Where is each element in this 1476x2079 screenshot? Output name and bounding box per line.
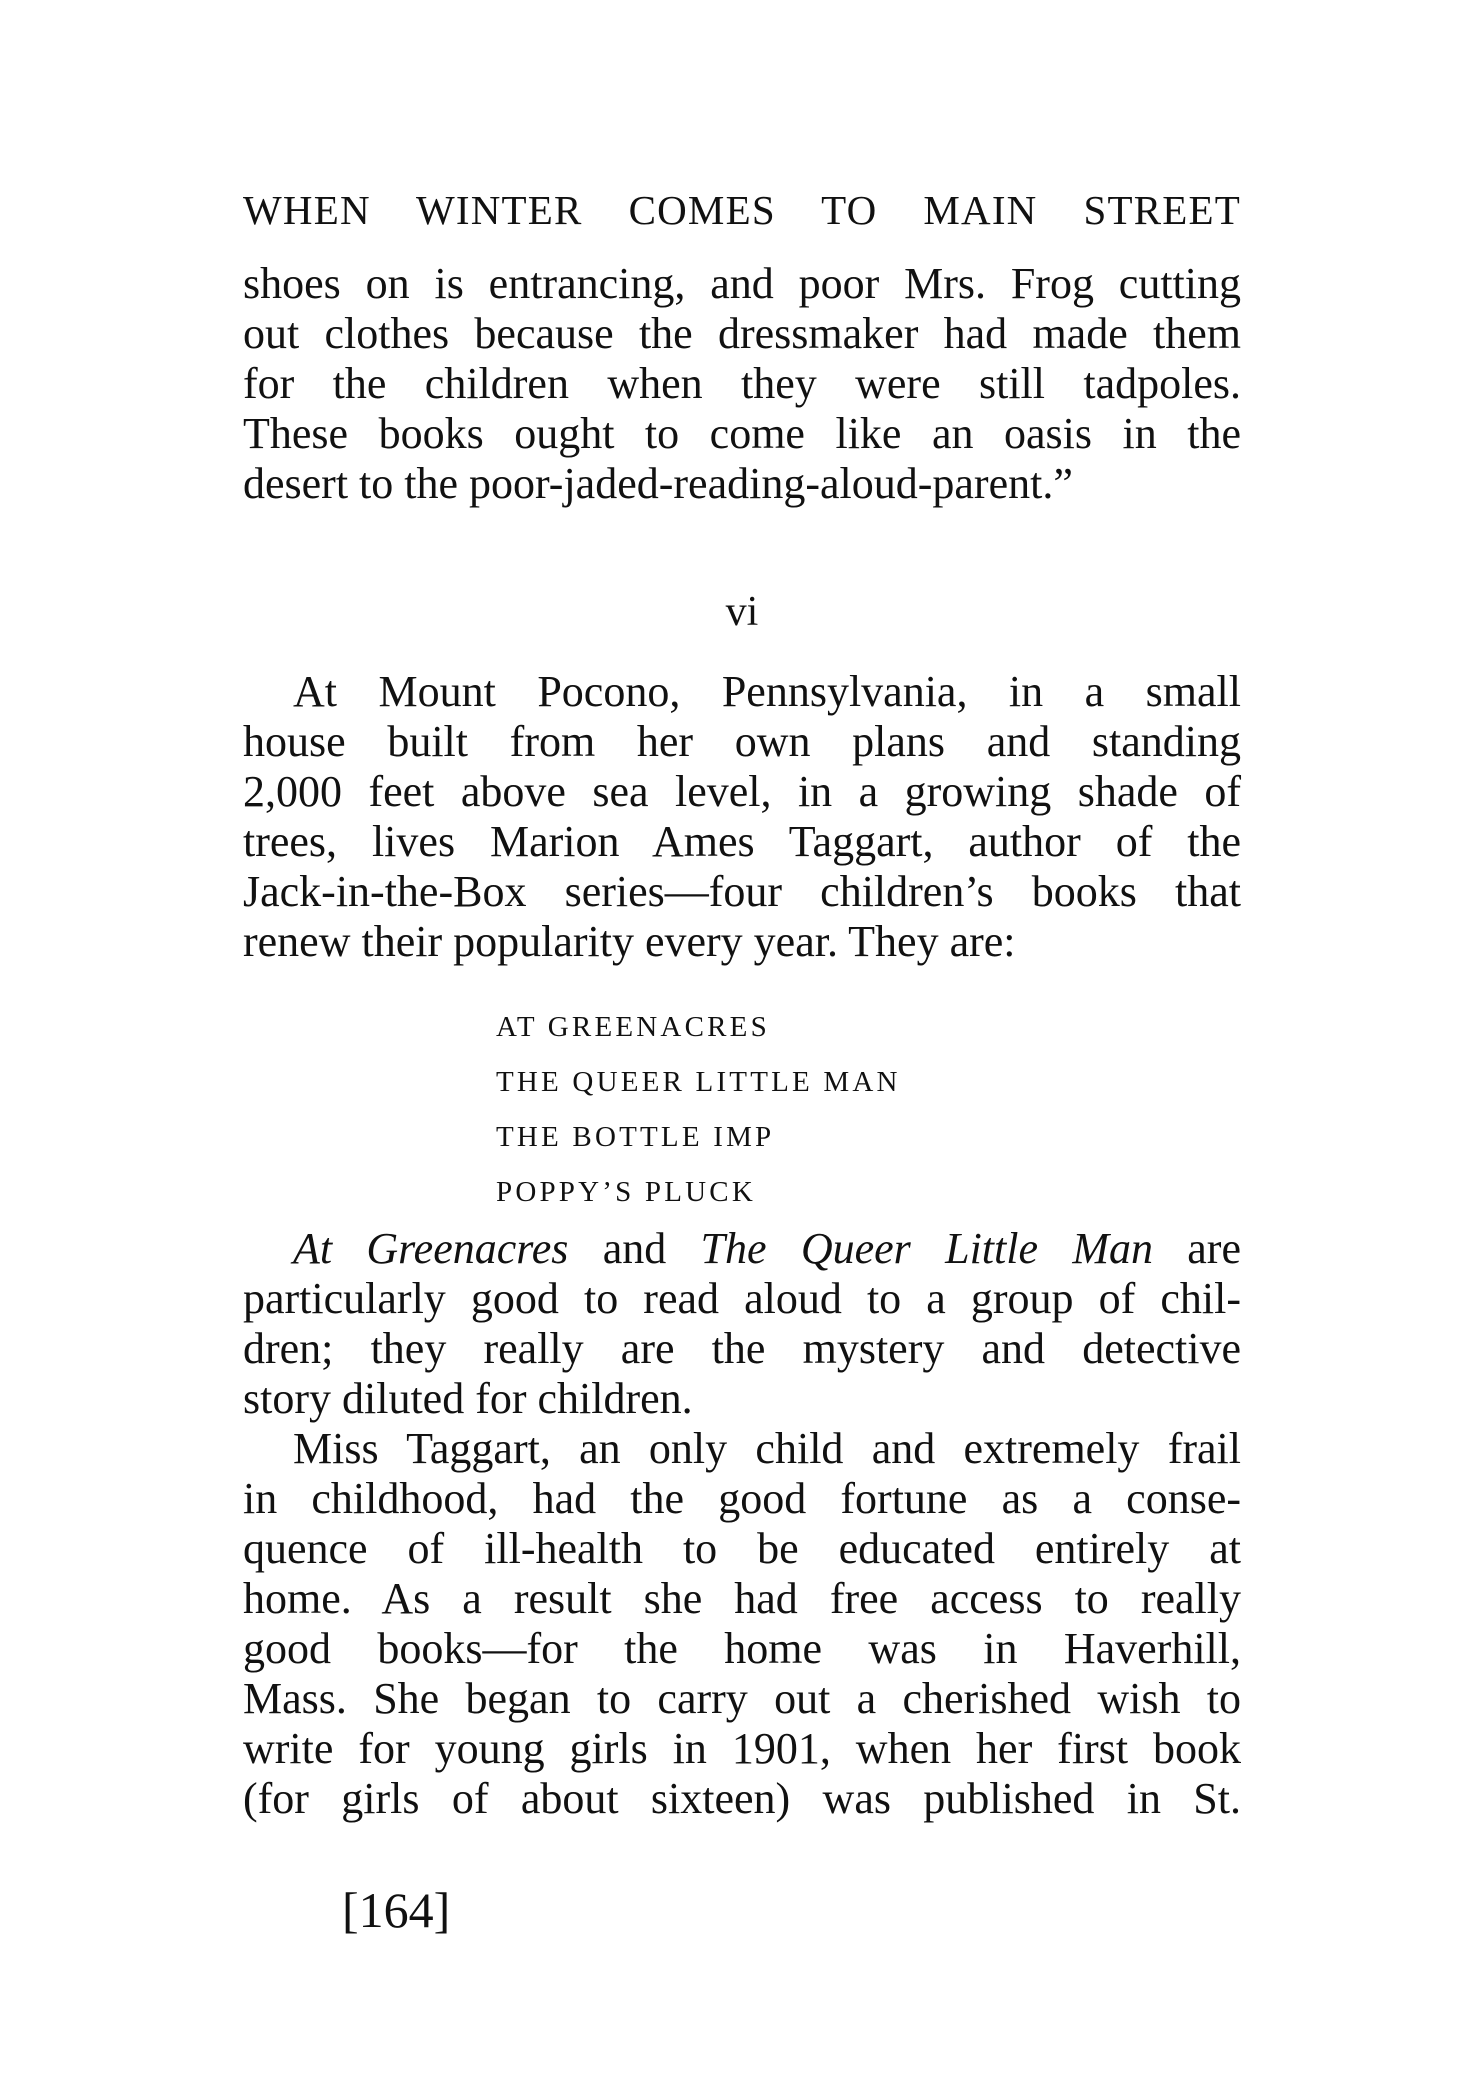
text-line: story diluted for children. bbox=[243, 1374, 693, 1423]
text-line: particularly good to read aloud to a group of chil- bbox=[243, 1274, 1241, 1323]
book-title: AT GREENACRES bbox=[496, 1011, 770, 1043]
text-fragment: are bbox=[1152, 1224, 1241, 1273]
text-line: shoes on is entrancing, and poor Mrs. Frog cutting bbox=[243, 259, 1241, 308]
text-line: Jack-in-the-Box series—four children’s books that bbox=[243, 867, 1241, 916]
text-line bbox=[293, 1223, 1241, 1275]
text-line: Miss Taggart, an only child and extremely frail bbox=[293, 1424, 1241, 1473]
text-line: house built from her own plans and standing bbox=[243, 717, 1241, 766]
section-number: vi bbox=[725, 589, 759, 635]
book-page bbox=[243, 0, 1241, 2079]
text-line: desert to the poor-jaded-reading-aloud-parent.” bbox=[243, 459, 1073, 508]
text-line: in childhood, had the good fortune as a conse- bbox=[243, 1474, 1241, 1523]
text-line: Mass. She began to carry out a cherished wish to bbox=[243, 1674, 1241, 1723]
text-line: (for girls of about sixteen) was published in St. bbox=[243, 1774, 1241, 1823]
book-title: THE QUEER LITTLE MAN bbox=[496, 1066, 901, 1098]
book-title-list bbox=[496, 1000, 901, 1220]
text-line: for the children when they were still tadpoles. bbox=[243, 359, 1241, 408]
text-line: out clothes because the dressmaker had made them bbox=[243, 309, 1241, 358]
running-head: WHEN WINTER COMES TO MAIN STREET bbox=[243, 187, 1241, 233]
text-line: dren; they really are the mystery and detective bbox=[243, 1324, 1241, 1373]
text-line: renew their popularity every year. They are: bbox=[243, 917, 1016, 966]
italic-title: At Greenacres bbox=[293, 1224, 569, 1273]
page-number: [164] bbox=[342, 1882, 451, 1938]
book-title: THE BOTTLE IMP bbox=[496, 1121, 775, 1153]
text-line: These books ought to come like an oasis in the bbox=[243, 409, 1241, 458]
text-line: quence of ill-health to be educated entirely at bbox=[243, 1524, 1241, 1573]
text-line: write for young girls in 1901, when her first book bbox=[243, 1724, 1241, 1773]
text-fragment: and bbox=[568, 1224, 701, 1273]
book-title: POPPY’S PLUCK bbox=[496, 1176, 756, 1208]
text-line: trees, lives Marion Ames Taggart, author of the bbox=[243, 817, 1241, 866]
text-line: 2,000 feet above sea level, in a growing shade of bbox=[243, 767, 1241, 816]
text-line: home. As a result she had free access to really bbox=[243, 1574, 1241, 1623]
italic-title: The Queer Little Man bbox=[700, 1224, 1153, 1273]
text-line: good books—for the home was in Haverhill, bbox=[243, 1624, 1241, 1673]
text-line: At Mount Pocono, Pennsylvania, in a small bbox=[293, 667, 1241, 716]
